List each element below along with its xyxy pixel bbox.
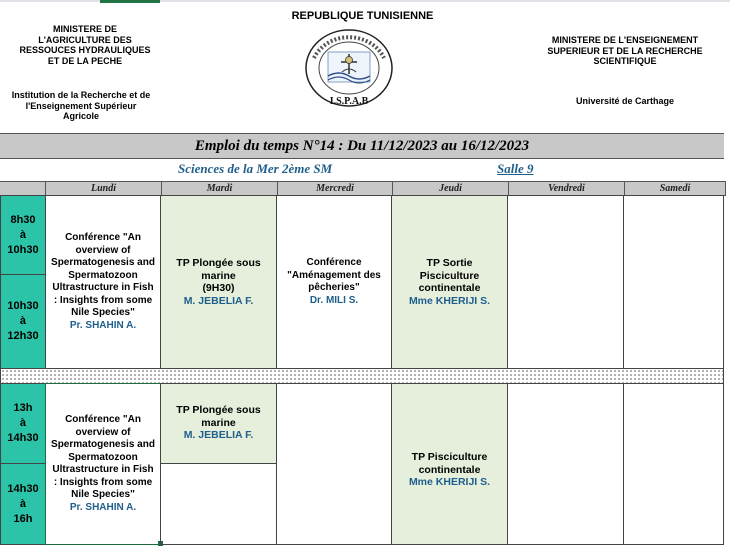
left-ministry [0,24,170,66]
course-line: Ultrastructure in Fish [52,464,154,475]
time-slot-4-end: 16h [13,512,33,525]
day-samedi [624,181,726,196]
teacher-name: Pr. SHAHIN A. [69,319,137,331]
left-institution-line: l'Enseignement Supérieur [25,100,137,111]
day-lundi-label: Lundi [90,183,116,194]
course-cell-mardi-afternoon[interactable] [160,383,277,464]
course-cell-vendredi-afternoon[interactable] [507,383,624,545]
time-slot-1-start: 8h30 [10,213,36,226]
left-ministry-line: ET DE LA PECHE [47,55,123,66]
active-column-indicator [100,0,160,3]
room-label: Salle 9 [497,161,534,176]
section-label: Sciences de la Mer 2ème SM [178,161,333,176]
time-slot-3-end: 14h30 [7,432,39,444]
course-line: "Aménagement des [287,269,381,281]
time-slot-2 [0,274,46,369]
course-line: overview of [75,244,131,256]
course-line: Conférence "An [65,414,141,425]
course-line: Pisciculture [419,269,480,282]
teacher-name: M. JEBELIA F. [183,294,254,307]
course-line: Ultrastructure in Fish [52,282,154,293]
day-mardi [161,181,277,196]
time-slot-3-sep: à [19,417,27,429]
course-line: Spermatogenesis and [51,439,155,450]
course-cell-samedi-afternoon[interactable] [623,383,724,545]
course-line: Nile Species" [71,489,135,500]
day-lundi [45,181,161,196]
course-cell-jeudi-morning[interactable] [391,195,508,369]
course-line: Nile Species" [71,307,135,318]
course-line: TP Plongée sous [176,257,261,269]
time-slot-1 [0,195,46,275]
right-ministry-line: SCIENTIFIQUE [593,56,657,66]
time-slot-4-sep: à [19,497,27,510]
time-slot-3 [0,383,46,464]
teacher-name: M. JEBELIA F. [183,429,254,441]
teacher-name: Mme KHERIJI S. [408,476,491,489]
left-ministry-line: MINISTERE DE [52,24,117,34]
right-ministry-line: MINISTERE DE L'ENSEIGNEMENT [551,35,699,45]
course-line: Spermatozoon [68,451,138,463]
day-jeudi [392,181,508,196]
course-line: : Insights from some [53,294,153,306]
course-line: Spermatozoon [68,269,138,281]
time-slot-4-start: 14h30 [7,482,39,495]
course-cell-mercredi-morning[interactable] [276,195,392,369]
course-line: : Insights from some [53,476,153,488]
course-line: Conférence [306,257,362,268]
teacher-name: Pr. SHAHIN A. [69,501,137,513]
course-line: continentale [418,463,481,476]
left-institution-line: Institution de la Recherche et de [11,90,151,100]
course-cell-vendredi-morning[interactable] [507,195,624,369]
course-line: continentale [418,282,481,294]
right-university: Université de Carthage [575,96,675,106]
left-institution-line: Agricole [62,111,99,121]
course-line: overview of [75,426,131,438]
republic-title: REPUBLIQUE TUNISIENNE [291,10,434,22]
time-slot-2-sep: à [19,315,27,327]
course-line: TP Pisciculture [411,451,488,464]
left-ministry-line: L'AGRICULTURE DES [38,34,132,45]
day-mardi-label: Mardi [206,183,233,194]
day-vendredi-label: Vendredi [548,183,585,194]
course-line: pêcheries" [308,282,360,293]
course-line: marine [201,269,236,282]
time-slot-2-end: 12h30 [7,330,39,342]
day-vendredi [508,181,624,196]
course-line: Spermatogenesis and [51,257,155,268]
course-cell-samedi-morning[interactable] [623,195,724,369]
right-ministry-line: SUPERIEUR ET DE LA RECHERCHE [547,45,703,56]
course-line: marine [201,416,236,429]
ispab-logo [304,28,394,110]
time-slot-1-sep: à [19,228,27,241]
day-mercredi [277,181,392,196]
logo-text: I.S.P.A.B [329,96,369,107]
day-mercredi-label: Mercredi [316,183,354,194]
day-jeudi-label: Jeudi [439,183,462,194]
teacher-name: Mme KHERIJI S. [408,294,491,307]
schedule-title-bar [0,133,724,159]
time-slot-1-end: 10h30 [7,243,39,256]
course-line: Conférence "An [65,232,141,243]
day-samedi-label: Samedi [659,183,691,194]
course-cell-jeudi-afternoon[interactable] [391,383,508,545]
teacher-name: Dr. MILI S. [309,294,359,306]
left-institution [0,90,162,122]
lunch-break-row [0,368,724,384]
time-slot-2-start: 10h30 [7,300,39,312]
course-cell-lundi-afternoon[interactable] [45,383,161,545]
course-cell-mardi-morning[interactable] [160,195,277,369]
course-line: TP Plongée sous [176,404,261,416]
course-cell-mardi-afternoon-2[interactable] [160,463,277,545]
left-ministry-line: RESSOUCES HYDRAULIQUES [19,45,151,55]
time-slot-3-start: 13h [13,402,33,414]
time-slot-4 [0,463,46,545]
course-line: TP Sortie [426,257,473,269]
course-line: (9H30) [202,282,235,294]
schedule-title: Emploi du temps N°14 : Du 11/12/2023 au 16/12/2023 [194,138,530,154]
course-cell-lundi-morning[interactable] [45,195,161,369]
course-cell-mercredi-afternoon[interactable] [276,383,392,545]
right-ministry [520,35,730,67]
